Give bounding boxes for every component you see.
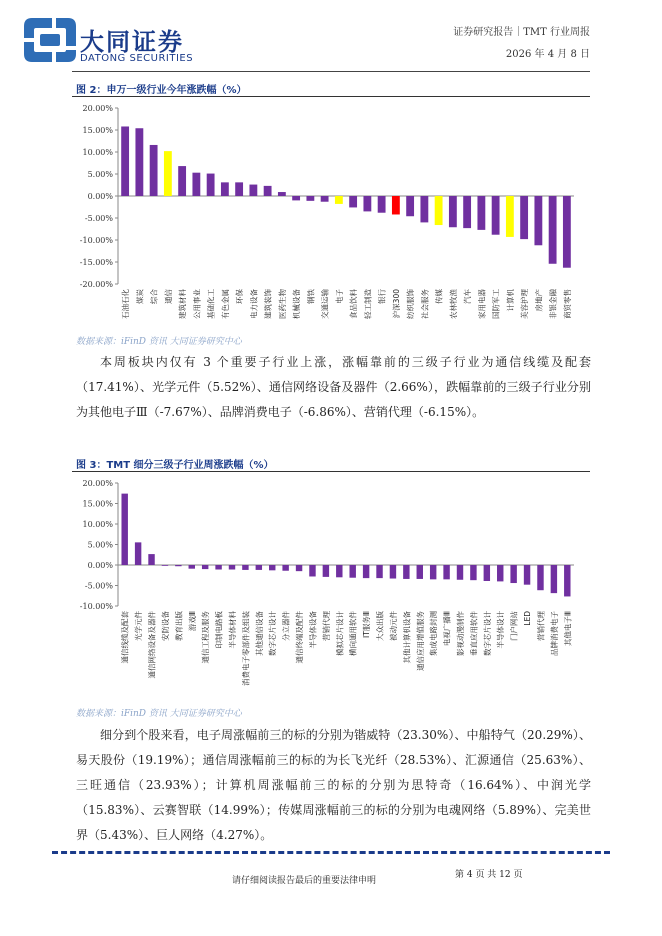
bar	[403, 565, 409, 579]
category-label: 传媒	[434, 289, 444, 304]
bar	[135, 128, 143, 196]
category-label: 印制电路板	[214, 611, 224, 649]
bar	[202, 565, 208, 569]
category-label: 交通运输	[320, 289, 330, 319]
bar	[524, 565, 530, 585]
category-label: 电力设备	[249, 289, 259, 319]
category-label: 煤炭	[135, 289, 145, 304]
bar	[178, 166, 186, 196]
category-label: 通信网络设备及器件	[147, 611, 157, 679]
category-label: 门户网站	[509, 611, 519, 641]
brand-name-cn: 大同证券	[80, 28, 184, 56]
category-label: 半导体设计	[496, 611, 506, 649]
category-label: 通信终端及配件	[295, 611, 305, 664]
y-tick-label: 10.00%	[82, 148, 113, 157]
figure2-rule	[72, 96, 590, 97]
category-label: 消费电子零部件及组装	[241, 611, 251, 686]
bar	[390, 565, 396, 579]
category-label: 教育出版	[174, 611, 184, 641]
bar	[323, 565, 329, 577]
category-label: 机械设备	[292, 289, 302, 319]
bar	[162, 565, 168, 566]
category-label: 轻工制造	[363, 289, 373, 319]
stock-paragraph: 细分到个股来看，电子周涨幅前三的标的分别为锴威特（23.30%）、中船特气（20.29%）、易天股份（19.19%）；通信周涨幅前三的标的为长飞光纤（28.53%）、汇源通信（25.63%）、三旺通信（23.93%）；计算机周涨幅前三的标的分别为思特奇（16.64%）、中润光学（15.83%）、云赛智联（14.99%）；传媒周涨幅前三的标的分别为电魂网络（5.89%）、完美世界（5.43%）、巨人网络（4.27%）。	[76, 728, 591, 842]
category-label: 营销代理	[321, 611, 331, 641]
category-label: 被动元件	[388, 611, 398, 641]
bar	[229, 565, 235, 570]
bar	[520, 196, 528, 239]
tmt-subindustry-weekly-chart	[72, 473, 590, 707]
figure2-source: 数据来源：iFinD 资讯 大同证券研究中心	[76, 337, 242, 347]
bar	[417, 565, 423, 579]
category-label: 垂直应用软件	[469, 611, 479, 656]
bar	[309, 565, 315, 576]
page-number: 第 4 页 共 12 页	[455, 870, 523, 880]
category-label: 其他计算机设备	[402, 611, 412, 664]
footer-divider	[52, 851, 610, 854]
category-label: 通信线缆及配套	[120, 611, 130, 664]
bar	[121, 494, 127, 565]
y-tick-label: -10.00%	[79, 602, 113, 611]
y-tick-label: -15.00%	[79, 258, 113, 267]
industry-ytd-chart	[72, 98, 590, 334]
category-label: 汽车	[463, 289, 473, 304]
category-label: 大众出版	[375, 611, 385, 641]
category-label: 数字芯片设计	[482, 611, 492, 656]
bar	[235, 182, 243, 196]
category-label: 通信	[163, 289, 173, 304]
bar	[150, 145, 158, 196]
bar	[349, 196, 357, 207]
bar	[420, 196, 428, 222]
category-label: 半导体材料	[228, 611, 237, 649]
bar	[321, 196, 329, 202]
y-tick-label: 0.00%	[87, 561, 113, 570]
bar	[135, 542, 141, 565]
bar	[189, 565, 195, 569]
y-tick-label: 5.00%	[87, 170, 113, 179]
bar	[392, 196, 400, 214]
category-label: 银行	[377, 289, 387, 304]
category-label: 数字芯片设计	[268, 611, 278, 656]
bar	[435, 196, 443, 225]
bar	[363, 196, 371, 211]
category-label: 品牌消费电子	[549, 611, 559, 656]
bar	[534, 196, 542, 245]
header-divider	[72, 71, 590, 72]
category-label: 家用电器	[477, 289, 487, 319]
bar	[278, 192, 286, 196]
y-tick-label: 15.00%	[82, 499, 113, 509]
bar	[306, 196, 314, 201]
category-label: 影视动漫制作	[456, 611, 465, 656]
category-label: 分立器件	[281, 611, 291, 641]
figure3-title: 图 3：TMT 细分三级子行业周涨跌幅（%）	[76, 460, 274, 471]
category-label: 通信工程及服务	[201, 611, 211, 664]
category-label: IT服务Ⅲ	[362, 611, 372, 638]
category-label: 建筑材料	[178, 289, 188, 319]
category-label: 电视广播Ⅲ	[442, 611, 452, 647]
category-label: 医药生物	[277, 289, 287, 319]
category-label: 社会服务	[420, 289, 430, 319]
category-label: 计算机	[505, 289, 515, 312]
bar	[430, 565, 436, 579]
bar	[457, 565, 463, 580]
bar	[335, 196, 343, 204]
bar	[537, 565, 543, 590]
bar	[256, 565, 262, 570]
bar	[282, 565, 288, 571]
bar	[551, 565, 557, 593]
bar	[175, 565, 181, 566]
bar	[164, 151, 172, 196]
category-label: 农林牧渔	[448, 289, 458, 319]
bar	[207, 174, 215, 196]
category-label: 商贸零售	[562, 289, 572, 319]
category-label: 游戏Ⅲ	[187, 611, 197, 632]
header-meta	[453, 22, 590, 66]
bar	[148, 554, 154, 565]
category-label: 安防设备	[160, 611, 170, 641]
bar	[470, 565, 476, 580]
category-label: 光学元件	[134, 611, 144, 641]
bar	[242, 565, 248, 570]
category-label: 横向通用软件	[348, 611, 358, 656]
category-label: 基础化工	[206, 289, 216, 319]
category-label: 石油石化	[121, 289, 131, 319]
category-label: 非银金融	[548, 289, 558, 319]
y-tick-label: 10.00%	[82, 520, 113, 529]
bar	[292, 196, 300, 200]
bar	[215, 565, 221, 570]
category-label: 环保	[235, 289, 245, 304]
bar	[376, 565, 382, 578]
bar	[264, 186, 272, 196]
category-label: 集成电路封测	[429, 611, 439, 656]
y-tick-label: 0.00%	[87, 192, 113, 201]
summary-paragraph: 本周板块内仅有 3 个重要子行业上涨，涨幅靠前的三级子行业为通信线缆及配套（17.41%）、光学元件（5.52%）、通信网络设备及器件（2.66%），跌幅靠前的三级子行业分别为其他电子Ⅲ（-7.67%）、品牌消费电子（-6.86%）、营销代理（-6.15%）。	[76, 355, 591, 419]
bar	[564, 565, 570, 596]
bar	[510, 565, 516, 583]
category-label: 半导体设备	[308, 611, 318, 649]
report-type: 证券研究报告｜TMT 行业周报	[453, 27, 590, 38]
y-tick-label: -5.00%	[84, 214, 113, 223]
bar	[443, 565, 449, 579]
bar	[477, 196, 485, 230]
category-label: 综合	[149, 289, 159, 304]
bar	[463, 196, 471, 228]
figure3-rule	[72, 471, 590, 472]
bar	[506, 196, 514, 237]
category-label: 通信应用增值服务	[415, 611, 425, 671]
category-label: 食品饮料	[349, 289, 359, 319]
y-tick-label: 15.00%	[82, 126, 113, 135]
category-label: 建筑装饰	[263, 289, 273, 319]
bar	[349, 565, 355, 578]
bar	[221, 182, 229, 196]
category-label: 有色金属	[220, 289, 230, 319]
bar	[406, 196, 414, 216]
footer-disclaimer: 请仔细阅读报告最后的重要法律申明	[232, 876, 377, 886]
bar	[563, 196, 571, 268]
figure2-title: 图 2：申万一级行业今年涨跌幅（%）	[76, 85, 247, 96]
category-label: 公用事业	[192, 289, 202, 319]
bar	[296, 565, 302, 571]
category-label: 电子	[334, 289, 344, 304]
category-label: 其他通信设备	[254, 611, 264, 656]
bar	[484, 565, 490, 581]
bar	[269, 565, 275, 570]
y-tick-label: -20.00%	[79, 280, 113, 289]
bar	[121, 126, 129, 196]
category-label: LED	[523, 611, 533, 626]
y-tick-label: 5.00%	[87, 540, 113, 550]
category-label: 纺织服饰	[406, 289, 416, 319]
y-tick-label: 20.00%	[82, 104, 113, 113]
brand-name-en: DATONG SECURITIES	[80, 53, 194, 64]
category-label: 其他电子Ⅲ	[563, 611, 573, 647]
bar	[192, 173, 200, 196]
bar	[363, 565, 369, 578]
report-date: 2026 年 4 月 8 日	[505, 49, 590, 60]
category-label: 房地产	[534, 289, 544, 312]
bar	[378, 196, 386, 213]
y-tick-label: 20.00%	[82, 479, 113, 488]
bar	[492, 196, 500, 235]
bar	[249, 185, 257, 196]
bar	[497, 565, 503, 581]
bar	[336, 565, 342, 577]
bar	[449, 196, 457, 227]
category-label: 钢铁	[306, 289, 316, 304]
bar	[549, 196, 557, 264]
category-label: 沪深300	[391, 289, 401, 319]
category-label: 国防军工	[491, 289, 501, 319]
category-label: 营销代理	[536, 611, 546, 641]
category-label: 美容护理	[520, 289, 530, 319]
y-tick-label: -5.00%	[84, 581, 113, 591]
y-tick-label: -10.00%	[79, 236, 113, 245]
figure3-source: 数据来源：iFinD 资讯 大同证券研究中心	[76, 709, 242, 719]
category-label: 模拟芯片设计	[335, 611, 345, 656]
